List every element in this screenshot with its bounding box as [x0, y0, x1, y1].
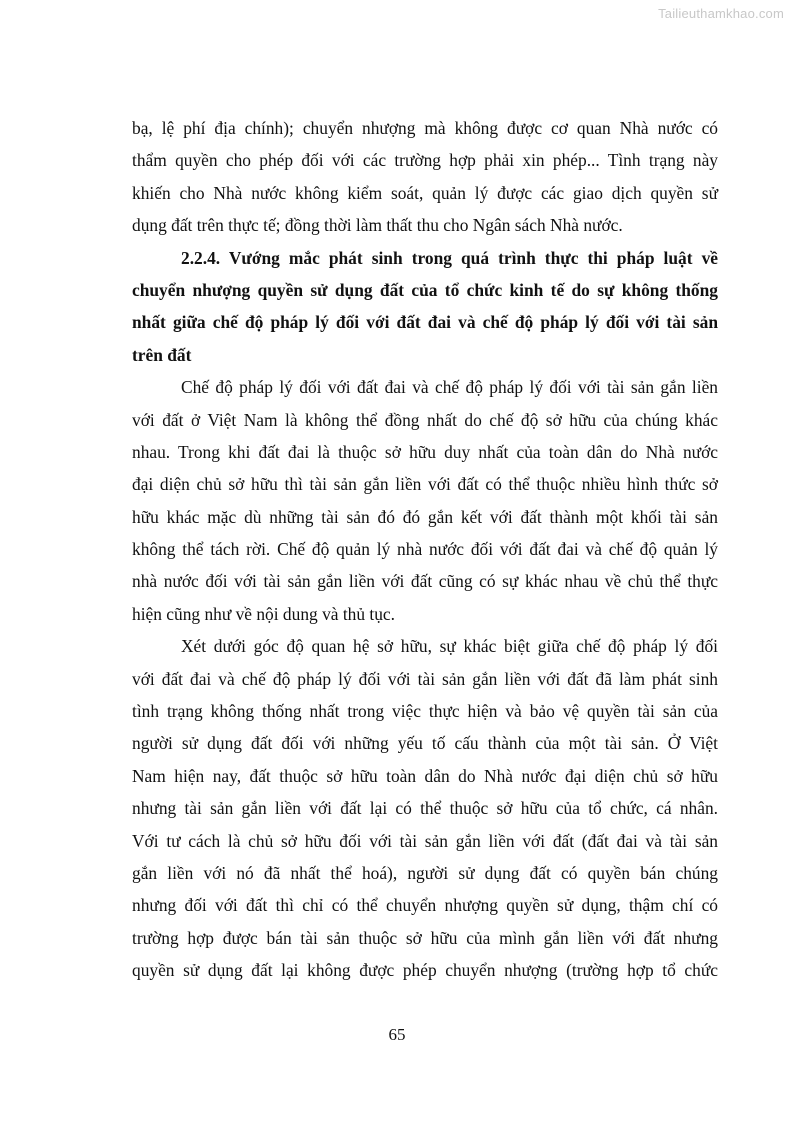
text-line: Nam hiện nay, đất thuộc sở hữu toàn dân do Nhà nước đại diện chủ sở hữu [132, 765, 718, 786]
text-line: nhưng tài sản gắn liền với đất lại có thể thuộc sở hữu của tổ chức, cá nhân. [132, 798, 718, 819]
text-line: trường hợp được bán tài sản thuộc sở hữu của mình gắn liền với đất nhưng [132, 927, 718, 948]
text-line: người sử dụng đất đối với những yếu tố cấu thành của một tài sản. Ở Việt [132, 733, 718, 754]
text-line: quyền sử dụng đất lại không được phép chuyển nhượng (trường hợp tổ chức [132, 960, 718, 981]
text-line: Xét dưới góc độ quan hệ sở hữu, sự khác biệt giữa chế độ pháp lý đối [181, 636, 718, 657]
section-heading [132, 242, 718, 372]
paragraph-legal-regimes [132, 371, 718, 630]
text-line: với đất ở Việt Nam là không thể đồng nhất do chế độ sở hữu của chúng khác [132, 409, 718, 430]
text-line: gắn liền với nó đã nhất thể hoá), người sử dụng đất có quyền bán chúng [132, 862, 718, 883]
text-line: dụng đất trên thực tế; đồng thời làm thất thu cho Ngân sách Nhà nước. [132, 215, 623, 236]
text-line: đại diện chủ sở hữu thì tài sản gắn liền với đất có thể thuộc nhiều hình thức sở [132, 474, 718, 495]
text-line: khiến cho Nhà nước không kiểm soát, quản lý được các giao dịch quyền sử [132, 182, 718, 203]
text-line: hữu khác mặc dù những tài sản đó đó gắn kết với đất thành một khối tài sản [132, 506, 718, 527]
paragraph-continuation [132, 112, 718, 242]
text-line: tình trạng không thống nhất trong việc thực hiện và bảo vệ quyền tài sản của [132, 701, 718, 722]
heading-line: 2.2.4. Vướng mắc phát sinh trong quá trình thực thi pháp luật về [181, 247, 718, 268]
watermark: Tailieuthamkhao.com [658, 6, 784, 21]
heading-line: chuyển nhượng quyền sử dụng đất của tổ chức kinh tế do sự không thống [132, 279, 718, 300]
text-line: nhà nước đối với tài sản gắn liền với đất cũng có sự khác nhau về chủ thể thực [132, 571, 718, 592]
text-line: nhưng đối với đất thì chỉ có thể chuyển nhượng quyền sử dụng, thậm chí có [132, 895, 718, 916]
document-body [132, 112, 718, 987]
page-number: 65 [388, 1025, 406, 1044]
text-line: với đất đai và chế độ pháp lý đối với tài sản gắn liền với đất đã làm phát sinh [132, 668, 718, 689]
text-line: bạ, lệ phí địa chính); chuyển nhượng mà không được cơ quan Nhà nước có [132, 118, 718, 138]
paragraph-ownership [132, 630, 718, 986]
heading-line: trên đất [132, 344, 192, 365]
text-line: hiện cũng như về nội dung và thủ tục. [132, 603, 395, 624]
text-line: nhau. Trong khi đất đai là thuộc sở hữu duy nhất của toàn dân do Nhà nước [132, 441, 718, 462]
text-line: thẩm quyền cho phép đối với các trường hợp phải xin phép... Tình trạng này [132, 150, 718, 171]
text-line: Với tư cách là chủ sở hữu đối với tài sản gắn liền với đất (đất đai và tài sản [132, 830, 718, 851]
heading-line: nhất giữa chế độ pháp lý đối với đất đai và chế độ pháp lý đối với tài sản [132, 312, 718, 333]
text-line: Chế độ pháp lý đối với đất đai và chế độ pháp lý đối với tài sản gắn liền [181, 377, 718, 398]
text-line: không thể tách rời. Chế độ quản lý nhà nước đối với đất đai và chế độ quản lý [132, 539, 718, 560]
